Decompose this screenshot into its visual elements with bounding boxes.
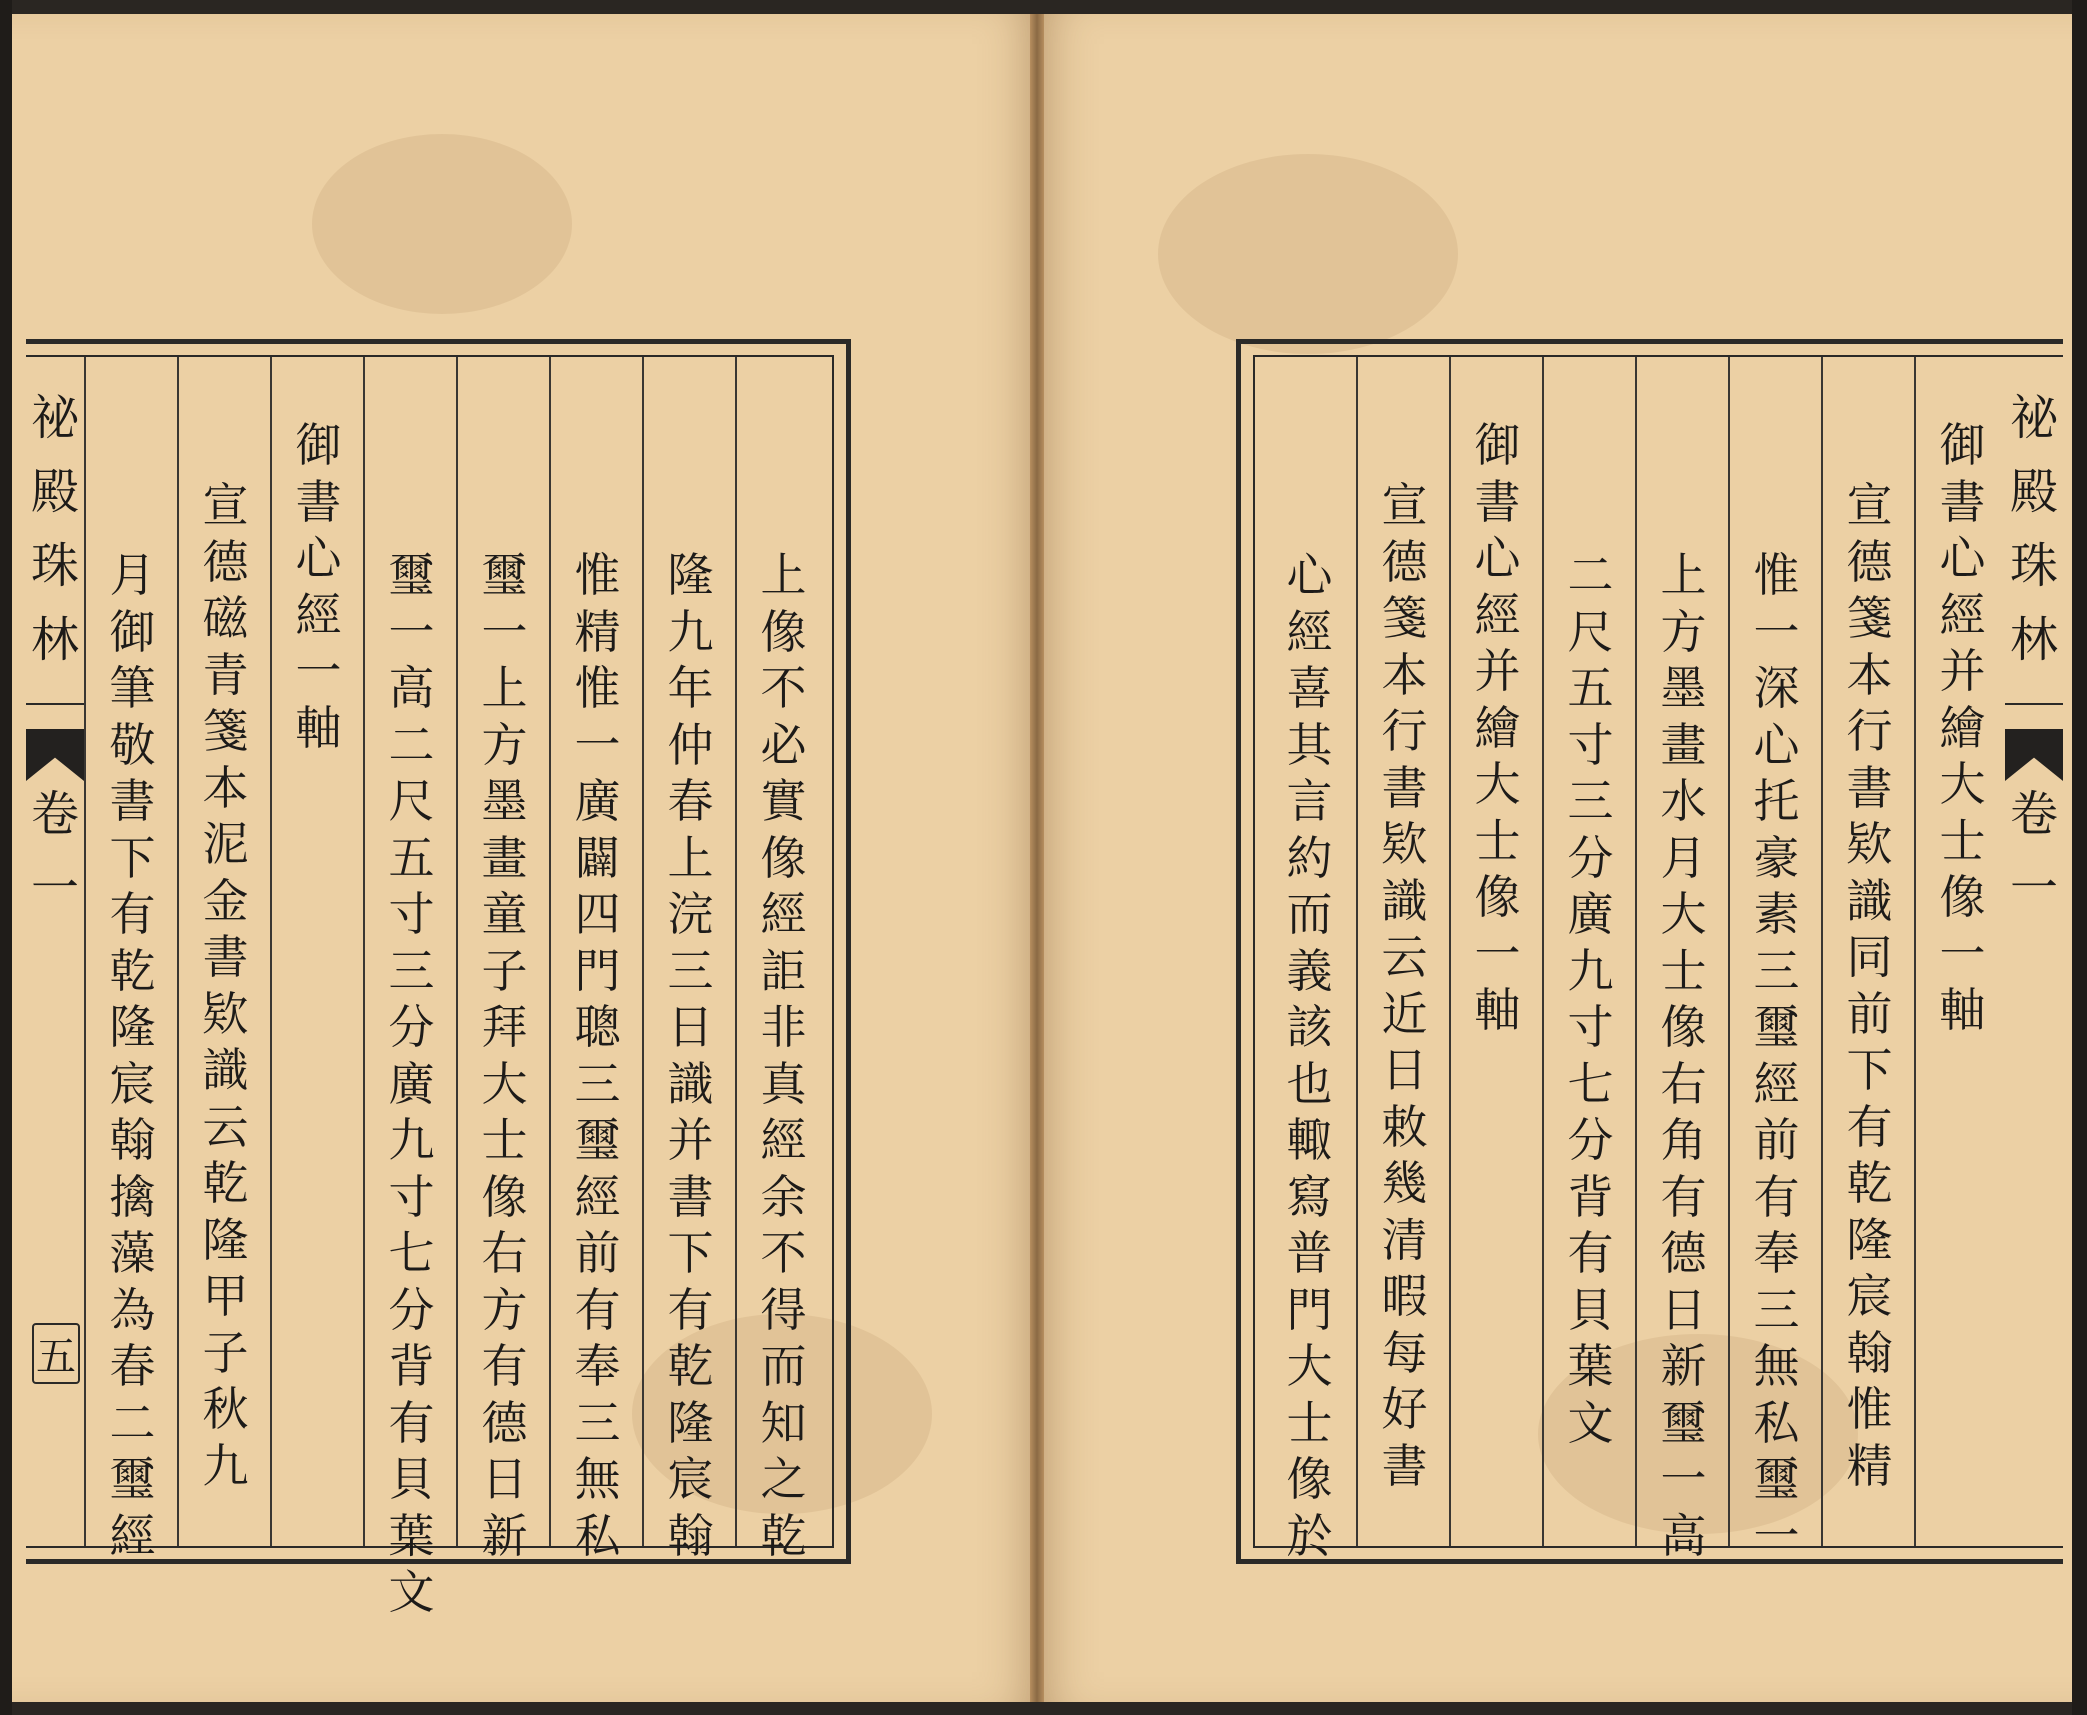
fish-tail-mark-right — [2005, 729, 2063, 781]
book-title-left: 祕 殿 珠 林 — [30, 390, 80, 668]
left-page — [12, 14, 1038, 1702]
book-edge-right — [2072, 0, 2087, 1715]
column-text: 璽 一 上 方 墨 畫 童 子 拜 大 士 像 右 方 有 德 日 新 — [481, 548, 528, 1563]
right-column-frame — [1253, 355, 2063, 1563]
column-text: 宣 德 箋 本 行 書 欵 識 云 近 日 敕 幾 清 暇 每 好 書 — [1381, 478, 1428, 1493]
column-text: 宣 德 磁 青 箋 本 泥 金 書 欵 識 云 乾 隆 甲 子 秋 九 — [202, 478, 249, 1493]
volume-label-right: 卷 一 — [2009, 786, 2059, 916]
text-column — [456, 357, 551, 1563]
column-text: 惟 精 惟 一 廣 闢 四 門 聰 三 璽 經 前 有 奉 三 無 私 — [574, 548, 621, 1563]
left-column-frame — [26, 355, 834, 1619]
right-banner — [2005, 357, 2063, 1546]
text-column — [1356, 357, 1451, 1546]
text-column — [84, 357, 179, 1563]
column-text: 宣 德 箋 本 行 書 欵 識 同 前 下 有 乾 隆 宸 翰 惟 精 — [1846, 478, 1893, 1493]
column-text: 上 像 不 必 實 像 經 詎 非 真 經 余 不 得 而 知 之 乾 — [760, 548, 807, 1563]
volume-label-left: 卷 一 — [30, 786, 80, 916]
text-column — [363, 357, 458, 1619]
column-text: 上 方 墨 畫 水 月 大 士 像 右 角 有 德 日 新 璽 一 高 — [1660, 548, 1707, 1563]
text-column — [642, 357, 737, 1563]
right-page — [1038, 14, 2072, 1702]
text-column — [1728, 357, 1823, 1563]
book-title-right: 祕 殿 珠 林 — [2009, 390, 2059, 668]
column-text: 御 書 心 經 并 繪 大 士 像 一 軸 — [1474, 418, 1521, 1037]
text-column — [1635, 357, 1730, 1563]
left-banner — [26, 357, 84, 1546]
text-column — [735, 357, 830, 1563]
text-column — [549, 357, 644, 1563]
text-column — [1263, 357, 1356, 1563]
book-gutter — [1030, 14, 1044, 1702]
page-number: 五 — [32, 1323, 80, 1384]
fish-tail-mark-left — [26, 729, 84, 781]
column-text: 璽 一 高 二 尺 五 寸 三 分 廣 九 寸 七 分 背 有 貝 葉 文 — [388, 548, 435, 1619]
column-text: 御 書 心 經 并 繪 大 士 像 一 軸 — [1939, 418, 1986, 1037]
right-text-block — [1236, 339, 2063, 1564]
column-text: 二 尺 五 寸 三 分 廣 九 寸 七 分 背 有 貝 葉 文 — [1567, 548, 1614, 1450]
text-column — [1542, 357, 1637, 1546]
column-text: 惟 一 深 心 托 豪 素 三 璽 經 前 有 奉 三 無 私 璽 一 — [1753, 548, 1800, 1563]
column-text: 月 御 筆 敬 書 下 有 乾 隆 宸 翰 擒 藻 為 春 二 璽 經 — [109, 548, 156, 1563]
text-column — [1821, 357, 1916, 1546]
column-text: 隆 九 年 仲 春 上 浣 三 日 識 并 書 下 有 乾 隆 宸 翰 — [667, 548, 714, 1563]
text-column — [270, 357, 365, 1546]
column-text: 御 書 心 經 一 軸 — [295, 418, 342, 755]
text-column — [1449, 357, 1544, 1546]
book-edge-left — [0, 0, 12, 1715]
text-column — [177, 357, 272, 1546]
column-text: 心 經 喜 其 言 約 而 義 該 也 輙 寫 普 門 大 士 像 於 — [1286, 548, 1333, 1563]
text-column — [1914, 357, 2009, 1546]
left-text-block — [26, 339, 851, 1619]
